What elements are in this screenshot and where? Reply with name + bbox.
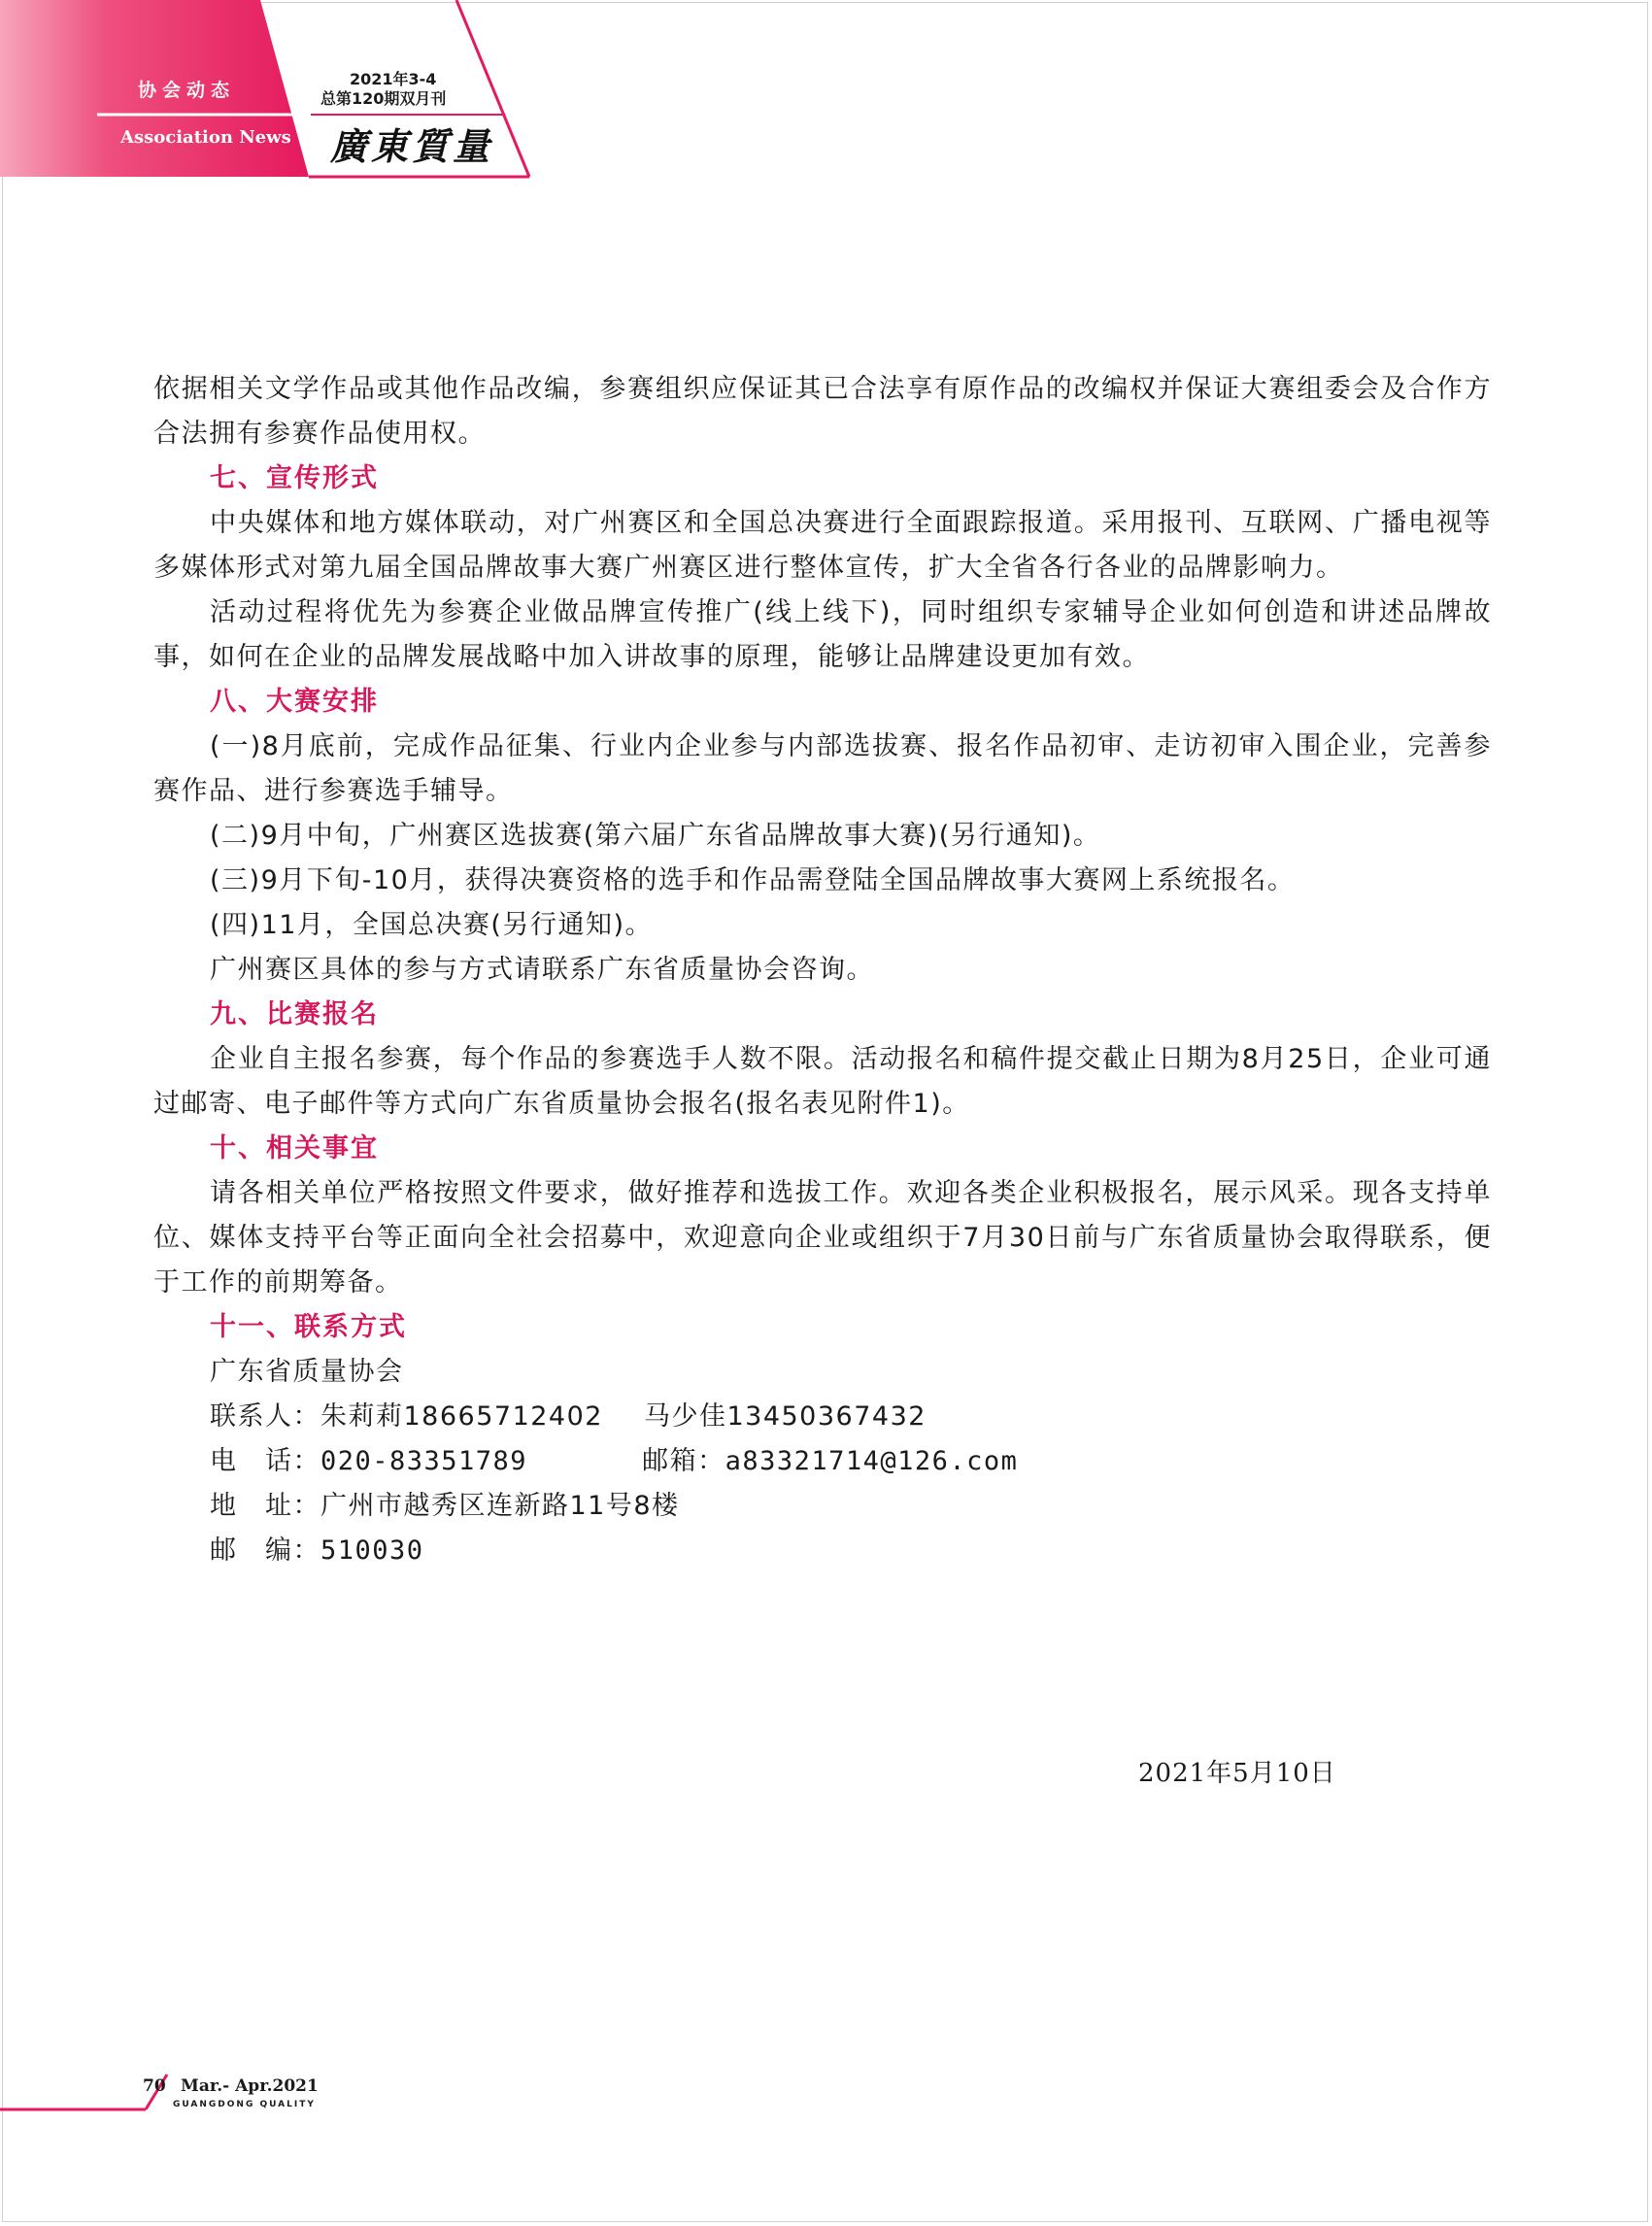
intro-paragraph: 依据相关文学作品或其他作品改编，参赛组织应保证其已合法享有原作品的改编权并保证大赛组委会及合作方合法拥有参赛作品使用权。 bbox=[153, 374, 1492, 449]
header-issue-date: 2021年3-4 bbox=[350, 70, 437, 88]
header-category-en: Association News bbox=[120, 127, 291, 148]
contact-address bbox=[153, 1484, 1492, 1529]
address-label: 地 址： bbox=[210, 1491, 320, 1521]
postcode-value: 510030 bbox=[320, 1535, 424, 1566]
email-label: 邮箱： bbox=[642, 1446, 725, 1476]
section-heading-11: 十一、联系方式 bbox=[210, 1312, 407, 1342]
footer-issue-date: Mar.- Apr.2021 bbox=[181, 2076, 319, 2096]
magazine-logo: 廣東質量 bbox=[330, 124, 494, 168]
section-heading-9: 九、比赛报名 bbox=[210, 999, 379, 1029]
paragraph-8a: (一)8月底前，完成作品征集、行业内企业参与内部选拔赛、报名作品初审、走访初审入围企业，完善参赛作品、进行参赛选手辅导。 bbox=[153, 731, 1492, 806]
contact-phone-email bbox=[153, 1439, 1492, 1484]
paragraph-7b: 活动过程将优先为参赛企业做品牌宣传推广(线上线下)，同时组织专家辅导企业如何创造和讲述品牌故事，如何在企业的品牌发展战略中加入讲故事的原理，能够让品牌建设更加有效。 bbox=[153, 597, 1492, 672]
contact-label: 联系人： bbox=[210, 1401, 320, 1432]
paragraph-8b: (二)9月中旬，广州赛区选拔赛(第六届广东省品牌故事大赛)(另行通知)。 bbox=[210, 821, 1101, 851]
paragraph-9: 企业自主报名参赛，每个作品的参赛选手人数不限。活动报名和稿件提交截止日期为8月25日，企业可通过邮寄、电子邮件等方式向广东省质量协会报名(报名表见附件1)。 bbox=[153, 1044, 1492, 1119]
contact-person-1: 朱莉莉18665712402 bbox=[320, 1401, 603, 1432]
section-heading-10: 十、相关事宜 bbox=[210, 1133, 379, 1164]
contact-org: 广东省质量协会 bbox=[210, 1357, 404, 1387]
header-issue-number: 总第120期双月刊 bbox=[320, 89, 447, 108]
email-address: a83321714@126.com bbox=[725, 1446, 1019, 1476]
footer-publication: GUANGDONG QUALITY bbox=[173, 2100, 316, 2109]
phone-label: 电 话： bbox=[210, 1446, 320, 1476]
paragraph-8e: 广州赛区具体的参与方式请联系广东省质量协会咨询。 bbox=[210, 955, 874, 985]
paragraph-7a: 中央媒体和地方媒体联动，对广州赛区和全国总决赛进行全面跟踪报道。采用报刊、互联网、广播电视等多媒体形式对第九届全国品牌故事大赛广州赛区进行整体宣传，扩大全省各行各业的品牌影响力。 bbox=[153, 508, 1492, 583]
phone-number: 020-83351789 bbox=[320, 1446, 528, 1476]
address-value: 广州市越秀区连新路11号8楼 bbox=[320, 1491, 680, 1521]
article-body bbox=[153, 367, 1492, 1573]
page-number: 70 bbox=[143, 2076, 166, 2096]
section-heading-7: 七、宣传形式 bbox=[210, 463, 379, 493]
contact-postcode bbox=[153, 1529, 1492, 1573]
paragraph-8c: (三)9月下旬-10月，获得决赛资格的选手和作品需登陆全国品牌故事大赛网上系统报名。 bbox=[210, 865, 1296, 895]
paragraph-10: 请各相关单位严格按照文件要求，做好推荐和选拔工作。欢迎各类企业积极报名，展示风采。现各支持单位、媒体支持平台等正面向全社会招募中，欢迎意向企业或组织于7月30日前与广东省质量协会取得联系，便于工作的前期筹备。 bbox=[153, 1178, 1492, 1298]
header-category-cn: 协会动态 bbox=[138, 80, 236, 101]
contact-person-2: 马少佳13450367432 bbox=[643, 1401, 927, 1432]
section-heading-8: 八、大赛安排 bbox=[210, 687, 379, 717]
postcode-label: 邮 编： bbox=[210, 1535, 320, 1566]
contact-people bbox=[153, 1395, 1492, 1439]
paragraph-8d: (四)11月，全国总决赛(另行通知)。 bbox=[210, 910, 653, 940]
document-date: 2021年5月10日 bbox=[1138, 1759, 1336, 1788]
